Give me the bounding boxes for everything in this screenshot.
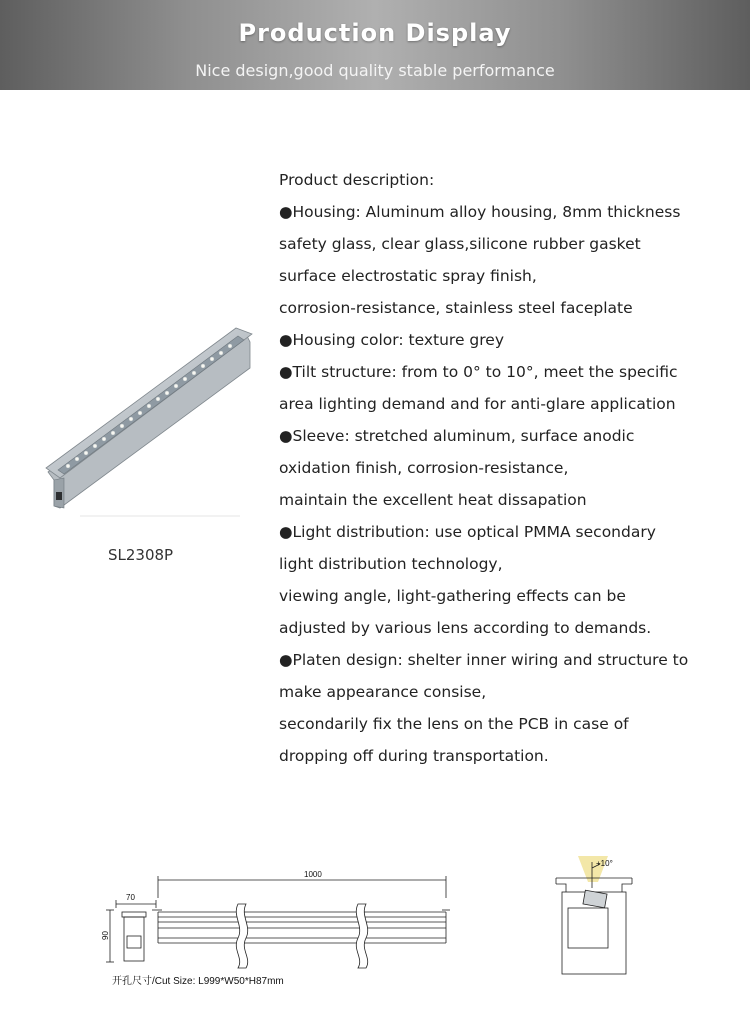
product-image	[40, 320, 260, 520]
description-line: ●Sleeve: stretched aluminum, surface anodic	[279, 427, 635, 445]
description-line: secondarily fix the lens on the PCB in case of	[279, 715, 629, 733]
description-line: ●Housing color: texture grey	[279, 331, 504, 349]
description-line: ●Tilt structure: from to 0° to 10°, meet the specific	[279, 363, 678, 381]
product-model: SL2308P	[108, 546, 174, 564]
banner-title: Production Display	[238, 19, 512, 47]
header-banner	[0, 0, 750, 90]
description-line: Product description:	[279, 171, 435, 189]
description-line: maintain the excellent heat dissapation	[279, 491, 587, 509]
banner-subtitle: Nice design,good quality stable performance	[195, 61, 555, 80]
dim-length-label: 1000	[304, 870, 322, 879]
description-line: corrosion-resistance, stainless steel faceplate	[279, 299, 633, 317]
description-line: area lighting demand and for anti-glare application	[279, 395, 676, 413]
cut-size-label: 开孔尺寸/Cut Size: L999*W50*H87mm	[112, 976, 284, 987]
dim-height-label: 90	[101, 931, 110, 940]
description-line: safety glass, clear glass,silicone rubber gasket	[279, 235, 641, 253]
tilt-angle-label: +10°	[596, 859, 613, 868]
cross-section-drawing	[548, 848, 638, 983]
dim-width-label: 70	[126, 893, 135, 902]
description-line: make appearance consise,	[279, 683, 487, 701]
description-line: light distribution technology,	[279, 555, 503, 573]
description-line: adjusted by various lens according to demands.	[279, 619, 652, 637]
description-line: dropping off during transportation.	[279, 747, 549, 765]
description-line: ●Platen design: shelter inner wiring and structure to	[279, 651, 689, 669]
description-line: viewing angle, light-gathering effects can be	[279, 587, 626, 605]
description-line: ●Housing: Aluminum alloy housing, 8mm thickness	[279, 203, 681, 221]
description-line: oxidation finish, corrosion-resistance,	[279, 459, 569, 477]
description-line: surface electrostatic spray finish,	[279, 267, 537, 285]
description-line: ●Light distribution: use optical PMMA secondary	[279, 523, 656, 541]
product-description	[279, 164, 739, 772]
